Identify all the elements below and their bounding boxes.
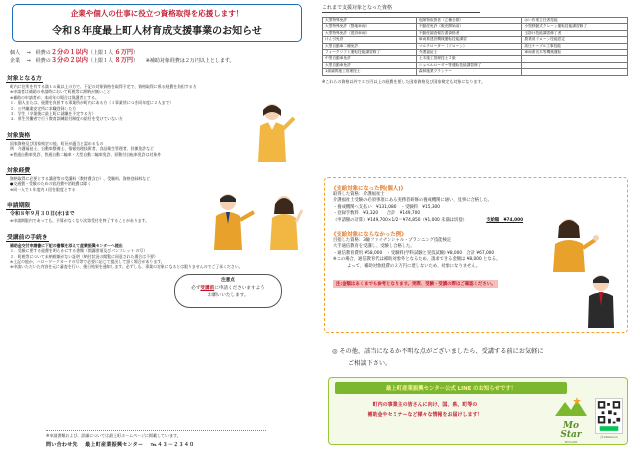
amount-caution: 注:金額はあくまでも参考となります。実際、受験・受講の際はご確認ください。 [333,280,498,288]
example-approved-heading: 《支給対象になった例(個人)》 [331,186,407,192]
license-table-title: これまで支援対象となった資格 [322,4,480,13]
target-line: １．個人または、経費を負担する事業所が町内にある方（１事業所につき同年度に２人まで） [10,100,174,106]
extra-line-2: ご相談下さい。 [348,360,392,367]
license-cell: 車両系建設機械運転技能講習 [416,37,522,43]
proc-line: ※申請いただいた内容を元に審査を行い、後日結果を通知します。必ずしも、事業の対象になるとは限りませんのでご了承ください。 [10,264,243,270]
rates-note: ※補助対象経費は２万円以上とします。 [145,58,235,64]
example-line: ・登録手数料 ¥3,320 合計 ¥149,700 [333,211,421,217]
quals-line: 国家資格及び国家検定の他、町長が適当と認めるもの [10,140,104,146]
rate-limit: ８万円 [114,57,134,64]
woman-pointing-illustration [250,100,296,164]
quals-line: 例 介護福祉士、自動車整備士、情報処理技術者、食品衛生管理者、狩猟免許など [10,146,154,152]
example2-line: ※この場合、通信教育代は補助対象外となるため、請求できる金額は ¥8,000 となる。 [333,257,501,263]
contact-tel: ℡４３－２３４０ [150,442,195,448]
example-calc: （申請額の計算）¥149,700×1/2＝¥74,850（¥1,000 未満は切捨） [333,217,467,223]
contact-info [46,430,266,448]
license-cell: フォークリフト運転技能講習修了 [323,50,417,56]
rate-company [10,57,314,65]
line-text-2: 補助金やセミナーなど様々な情報をお届けします！ [367,412,483,418]
line-official-box [328,377,628,445]
woman-gesturing-illustration [262,192,306,252]
license-cell: 不動産調査報告書資格者 [416,30,522,36]
license-cell: 介護福祉士 [416,50,522,56]
rate-value: ３分の２以内 [50,57,88,64]
examples-box [324,177,628,333]
expense-line: ●交通費・受験のための宿泊費や消耗費は除く [10,181,92,187]
period-note: ※申請期限内であっても、予算がなくなり次第受付を終了することがあります。 [10,218,150,224]
expenses-list [6,176,314,192]
target-line: ３．学生（卒業後に最上町に就職を予定する方） [10,111,96,117]
license-table-note: ※これらの資格以外で２万円以上の経費を要した国家資格及び国家検定も対象になります。 [322,78,486,84]
license-cell: 玉掛け技能講習修了者 [522,30,628,36]
rate-pre: ⇒ 経費の [26,50,51,56]
caution-line-3: お願いいたします。 [207,293,249,298]
license-cell: 大型特殊免許（整地車両） [323,24,417,30]
rate-who: 個人 [10,50,21,56]
example-amount: 支給額 ¥74,000 [486,217,524,223]
logo-subtext: MOGAMI [564,440,578,444]
license-cell: はい作業主任者技能 [522,18,628,24]
license-cell: 高圧ケーブル工事技能 [522,43,628,49]
star-mountain-icon [553,396,589,418]
example-line: ・養成機関へ支払い ¥131,080 ・受験料 ¥15,300 [333,204,441,210]
target-line: ※申請者は補助の申請時において町税等に滞納が無いこと [10,89,111,95]
rate-individual [10,49,314,57]
rate-post: （上限１人 [87,50,115,56]
target-line: ２．公共職業安定所に求職登録した方 [10,105,77,111]
caution-line [175,285,281,293]
additional-info [332,346,544,370]
license-cell: 森林施業プランナー [416,69,522,75]
logo-text: Mo Star [560,421,582,440]
rate-end: ） [133,58,139,64]
target-line: ４．厚生労働省で行う教育訓練給付制度の給付を受けていない方 [10,116,123,122]
line-text [335,400,515,420]
heading-expenses: 対象経費 [6,165,31,175]
rate-who: 企業 [10,58,21,64]
rate-end: ） [133,50,139,56]
proc-line: ２．町税等について未納税額がない証明（納付状況の閲覧に同意された場合は不要） [10,253,158,259]
heading-procedure: 受講前の手続き [6,232,49,242]
rate-value: ２分の１以内 [50,49,88,56]
man-standing-illustration [581,272,621,328]
caution-post: に申請くださいますよう [214,285,265,291]
contact-org: 最上町産業振興センター [85,442,144,448]
license-cell [522,69,628,75]
target-line: ※補助の申請者が、本成年の場合は保護者とする。 [10,94,99,100]
license-cell: けん引免許 [323,37,417,43]
rate-pre: ⇒ 経費の [26,58,51,64]
woman-thumbs-up-illustration [539,214,603,272]
quals-line: ※普通自動車免許、普通自動二輪車・大型自動二輪車免許、原動付自転車免許は対象外 [10,151,162,157]
contact-label: 問い合わせ先 [46,442,78,448]
license-cell: 危険物取扱者（乙種全類） [416,18,522,24]
example2-line: 大手通信教育を受講し、受験し合格した。 [333,244,415,250]
license-cell: 小型移動式クレーン運転技能講習修了 [522,24,628,30]
title-banner [12,4,302,42]
heading-period: 申請期限 [6,200,31,210]
example2-line: ・通信教育費用 ¥58,000 ・受験料(学科試験と実技試験) ¥8,000 合計 ¥67,000 [333,250,495,256]
caution-pre: 必ず [191,285,201,291]
license-row [323,69,628,75]
license-cell: 1級調質施工管理技士 [323,69,417,75]
caution-bubble [174,274,282,308]
contact-note: ※申請書類および、詳細については最上町ホームページに掲載しています。 [46,433,181,438]
banner-subtitle: 企業や個人の仕事に役立つ資格取得を応援します！ [70,9,244,18]
expense-line: 資格取得に必要とする講習等の受講料（教材費含む）、受験料、資格登録料など [10,176,151,182]
man-pointing-illustration [206,190,256,252]
left-column [6,4,314,448]
license-cell: ショベルローダー等運転技能講習修了 [416,62,522,68]
right-column [320,4,636,448]
example2-line: 目指した資格：3級ファイナンシャル・プランニング技能検定 [333,238,452,244]
extra-line-1: ◎ その他、該当になるか不明な点がございましたら、受講する前にお気軽に [332,348,544,355]
target-line: 町内に住所を有する満１６歳以上の方で、下記の対象資格を取得予定で、資格取得に係る経費を負担する方 [10,84,197,89]
license-cell: 車両系伐木等機械運転 [522,50,628,56]
mogami-logo [553,396,589,444]
license-cell: 農業用ドローン技能認定 [522,37,628,43]
example-line: 取得した資格：介護福祉士 [333,192,385,197]
example2-line: よって、補助対象経費の２万円に達しないため、対象になりません。 [347,263,481,269]
license-cell: 土木施工管理技士２級 [416,56,522,62]
license-cell: 大型特殊免許 [323,18,417,24]
rate-limit: ６万円 [114,49,134,56]
license-cell: 大型自動車二種免許 [323,43,417,49]
license-cell: 大型自動車免許 [323,62,417,68]
license-cell: 不動産免許（販売開始前） [416,24,522,30]
qr-caption: ＠190ssoon [600,435,618,439]
line-text-1: 町内の事業主の皆さんに向け、国、県、町等の [372,402,478,408]
heading-qualifications: 対象資格 [6,130,31,140]
proc-line: １．受験に要する経費を明らかにする書類（開講要項及びパンフレット の写） [10,248,148,254]
license-cell: 大型特殊免許（建設車両） [323,30,417,36]
license-cell: マルチローター（ドローン） [416,43,522,49]
heading-target: 対象となる方 [6,73,43,83]
caution-title: 注意点 [221,278,235,283]
proc-line: 補助金交付申請書に下記の書類を添えて産業振興センターへ提出 [10,242,123,248]
period-date: 令和８年９月３０日(水)まで [10,211,75,218]
expense-line: ※同一人で１年度内１回を限度とする [10,186,76,192]
example-line: 介護福祉士受験の必須事項にある実務者研修の養成機関に通い、見事に合格した。 [333,198,492,204]
line-heading: 最上町産業振興センター公式 LINE のお知らせです！ [335,382,567,394]
page-title: 令和８年度最上町人材育成支援事業のお知らせ [52,26,262,37]
license-table [322,17,628,76]
rate-post: （上限１人 [87,58,115,64]
qr-code-icon[interactable] [595,398,623,434]
example-rejected-heading: 《支給対象にならなかった例》 [331,232,407,239]
caution-red: 受講前 [200,285,215,291]
support-rates [10,49,314,65]
license-cell: 中型自動車免許 [323,56,417,62]
proc-line: ※上記の他か、ハローワークカードの写等で必要に応じて提出して頂く場合があります。 [10,258,165,264]
contact-row [46,441,266,448]
